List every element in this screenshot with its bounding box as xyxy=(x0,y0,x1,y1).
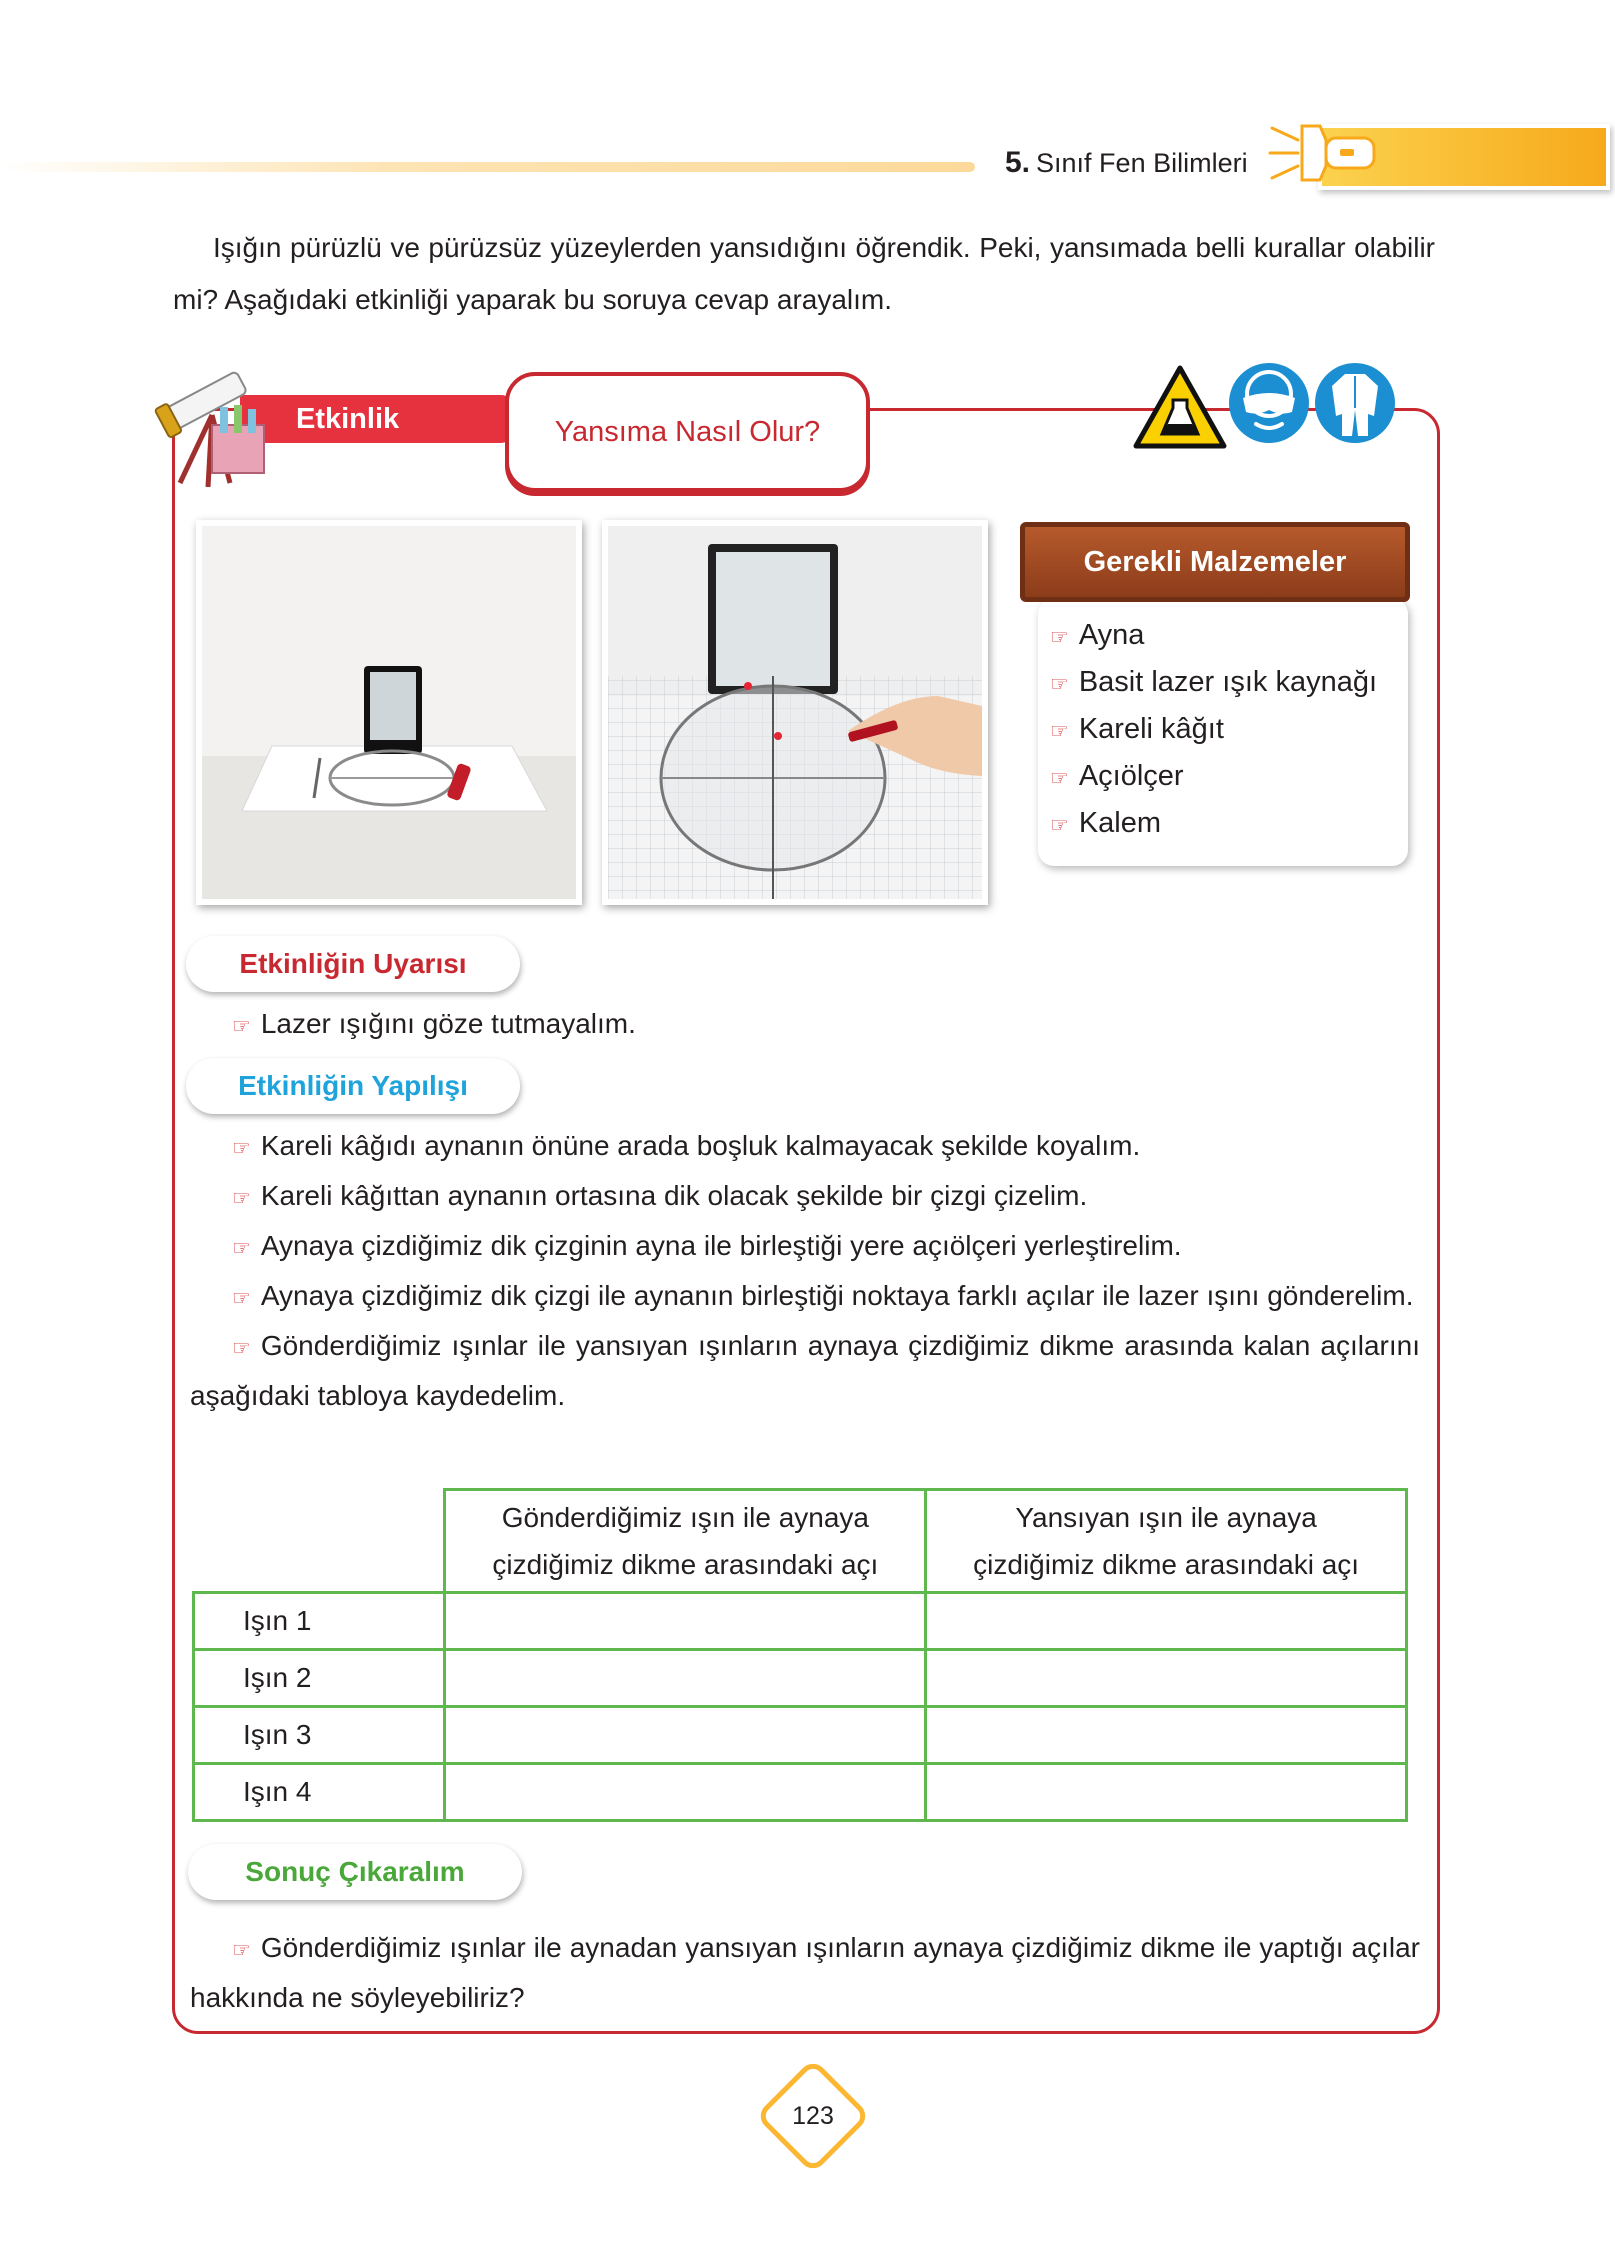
pointing-hand-icon: ☞ xyxy=(232,1337,251,1360)
pointing-hand-icon: ☞ xyxy=(232,1237,251,1260)
page-number: 123 xyxy=(792,2101,834,2130)
material-text: Kareli kâğıt xyxy=(1078,713,1224,745)
table-row xyxy=(194,1764,1407,1821)
flashlight-icon xyxy=(1268,118,1418,188)
procedure-step: Gönderdiğimiz ışınlar ile yansıyan ışınların aynaya çizdiğimiz dikme arasında kalan açılarını aşağıdaki tabloya kaydedelim. xyxy=(190,1330,1420,1411)
procedure-heading xyxy=(186,1058,520,1114)
table-cell[interactable] xyxy=(445,1764,926,1821)
list-item xyxy=(190,1322,1420,1419)
chemical-hazard-icon xyxy=(1132,364,1228,450)
header-line: çizdiğimiz dikme arasındaki açı xyxy=(492,1549,879,1580)
pointing-hand-icon: ☞ xyxy=(1050,720,1069,743)
list-item xyxy=(1050,612,1377,659)
conclusion-question: Gönderdiğimiz ışınlar ile aynadan yansıyan ışınların aynaya çizdiğimiz dikme ile yaptığı açılar hakkında ne söyleyebiliriz? xyxy=(190,1932,1420,2013)
table-corner xyxy=(194,1490,445,1593)
materials-list xyxy=(1050,612,1377,847)
list-item xyxy=(190,1924,1420,2021)
list-item xyxy=(190,1172,1420,1222)
pointing-hand-icon: ☞ xyxy=(232,1137,251,1160)
material-text: Kalem xyxy=(1078,807,1162,839)
row-label: Işın 3 xyxy=(194,1707,445,1764)
warning-heading xyxy=(186,936,520,992)
table-cell[interactable] xyxy=(445,1593,926,1650)
pointing-hand-icon: ☞ xyxy=(232,1015,251,1038)
list-item xyxy=(1050,706,1377,753)
photo-setup xyxy=(196,520,582,905)
table-cell[interactable] xyxy=(445,1707,926,1764)
procedure-heading-text: Etkinliğin Yapılışı xyxy=(238,1070,468,1101)
goggles-icon xyxy=(1226,360,1312,446)
pointing-hand-icon: ☞ xyxy=(232,1187,251,1210)
pointing-hand-icon: ☞ xyxy=(232,1939,251,1962)
header-rule xyxy=(0,162,975,172)
table-row xyxy=(194,1650,1407,1707)
row-label: Işın 4 xyxy=(194,1764,445,1821)
material-text: Basit lazer ışık kaynağı xyxy=(1078,666,1378,698)
table-header-reflected xyxy=(926,1490,1407,1593)
table-cell[interactable] xyxy=(445,1650,926,1707)
procedure-list xyxy=(190,1122,1420,1419)
header-line: Gönderdiğimiz ışın ile aynaya xyxy=(501,1502,869,1533)
table-cell[interactable] xyxy=(926,1707,1407,1764)
warning-heading-text: Etkinliğin Uyarısı xyxy=(239,948,467,979)
table-row xyxy=(194,1593,1407,1650)
table-cell[interactable] xyxy=(926,1593,1407,1650)
table-cell[interactable] xyxy=(926,1764,1407,1821)
pointing-hand-icon: ☞ xyxy=(1050,814,1069,837)
row-label: Işın 2 xyxy=(194,1650,445,1707)
lab-coat-icon xyxy=(1312,360,1398,446)
table-row xyxy=(194,1707,1407,1764)
material-text: Açıölçer xyxy=(1078,760,1184,792)
procedure-step: Aynaya çizdiğimiz dik çizginin ayna ile birleştiği yere açıölçeri yerleştirelim. xyxy=(260,1230,1182,1261)
activity-tag xyxy=(240,395,515,443)
list-item xyxy=(1050,659,1377,706)
activity-title xyxy=(505,372,870,492)
procedure-step: Kareli kâğıttan aynanın ortasına dik olacak şekilde bir çizgi çizelim. xyxy=(260,1180,1088,1211)
list-item xyxy=(190,1222,1420,1272)
header-subject: Sınıf Fen Bilimleri xyxy=(1036,148,1248,178)
table-cell[interactable] xyxy=(926,1650,1407,1707)
pointing-hand-icon: ☞ xyxy=(1050,767,1069,790)
data-table xyxy=(192,1488,1408,1822)
warning-text: Lazer ışığını göze tutmayalım. xyxy=(260,1008,636,1039)
activity-tag-label: Etkinlik xyxy=(296,403,400,435)
materials-heading: Gerekli Malzemeler xyxy=(1083,545,1347,578)
conclusion-block xyxy=(190,1924,1420,2021)
list-item xyxy=(1050,800,1377,847)
pointing-hand-icon: ☞ xyxy=(1050,626,1069,649)
header-line: çizdiğimiz dikme arasındaki açı xyxy=(973,1549,1360,1580)
conclusion-heading-text: Sonuç Çıkaralım xyxy=(245,1856,465,1887)
row-label: Işın 1 xyxy=(194,1593,445,1650)
photo-protractor xyxy=(602,520,988,905)
warning-list xyxy=(190,1000,1420,1050)
pointing-hand-icon: ☞ xyxy=(1050,673,1069,696)
header-title xyxy=(1005,146,1248,180)
photo-protractor-illustration xyxy=(608,526,982,899)
header-grade: 5. xyxy=(1005,146,1031,179)
table-header-sent xyxy=(445,1490,926,1593)
pointing-hand-icon: ☞ xyxy=(232,1287,251,1310)
activity-title-text: Yansıma Nasıl Olur? xyxy=(554,415,821,448)
material-text: Ayna xyxy=(1078,619,1145,651)
table-header-row xyxy=(194,1490,1407,1593)
conclusion-heading xyxy=(188,1844,522,1900)
header-line: Yansıyan ışın ile aynaya xyxy=(1015,1502,1317,1533)
list-item xyxy=(190,1122,1420,1172)
list-item xyxy=(1050,753,1377,800)
materials-heading-board xyxy=(1020,522,1410,602)
photo-setup-illustration xyxy=(202,526,576,899)
list-item xyxy=(190,1000,1420,1050)
procedure-step: Aynaya çizdiğimiz dik çizgi ile aynanın birleştiği noktaya farklı açılar ile lazer ışını gönderelim. xyxy=(260,1280,1414,1311)
intro-paragraph: Işığın pürüzlü ve pürüzsüz yüzeylerden yansıdığını öğrendik. Peki, yansımada belli kurallar olabilir mi? Aşağıdaki etkinliği yaparak bu soruya cevap arayalım. xyxy=(173,232,1435,315)
procedure-step: Kareli kâğıdı aynanın önüne arada boşluk kalmayacak şekilde koyalım. xyxy=(260,1130,1141,1161)
list-item xyxy=(190,1272,1420,1322)
telescope-icon xyxy=(150,355,270,490)
